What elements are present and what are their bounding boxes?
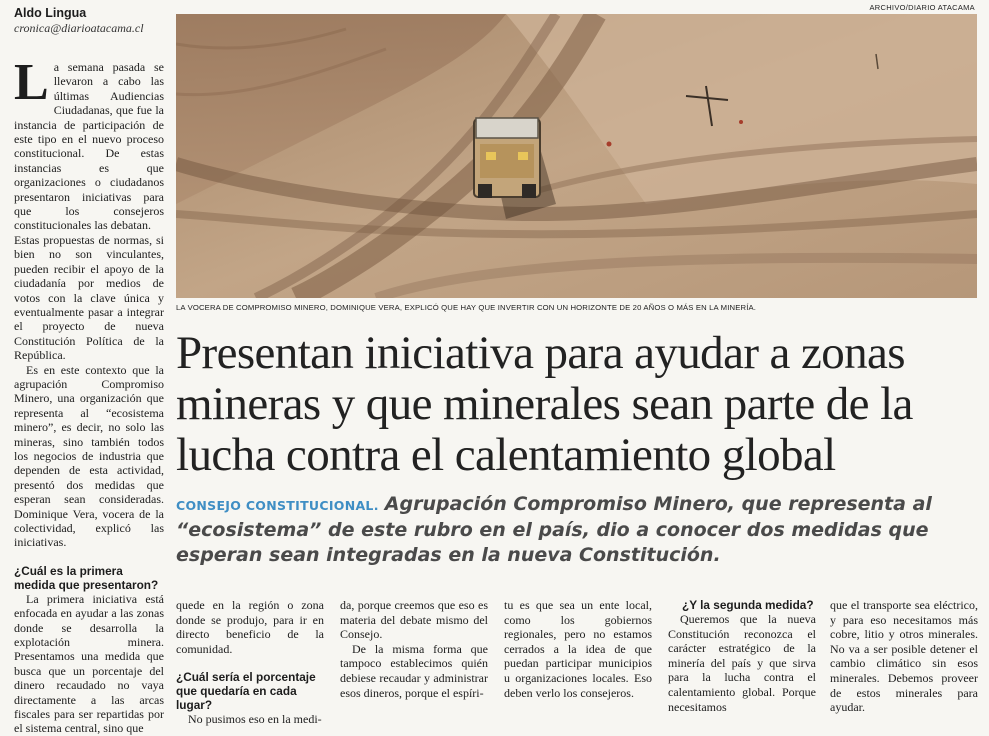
author-email: cronica@diarioatacama.cl	[14, 21, 144, 35]
deck	[176, 492, 976, 568]
photo-caption: LA VOCERA DE COMPROMISO MINERO, DOMINIQUE VERA, EXPLICÓ QUE HAY QUE INVERTIR CON UN HORIZONTE DE 20 AÑOS O MÁS EN LA MINERÍA.	[176, 303, 757, 312]
author-name: Aldo Lingua	[14, 6, 87, 20]
paragraph: Queremos que la nueva Constitución reconozca el carácter estratégico de la minería del país y que sirva para la lucha contra el calentamiento global. Porque necesitamos	[668, 612, 816, 714]
paragraph: que el transporte sea eléctrico, y para eso necesitamos más cobre, litio y otros minerales. No va a ser posible detener el cambio climático sin esos minerales. Debemos proveer de estos minerales para ayudar.	[830, 598, 978, 715]
section-kicker: CONSEJO CONSTITUCIONAL.	[176, 498, 379, 513]
aerial-mine-image	[176, 14, 977, 298]
paragraph: quede en la región o zona donde se produjo, para ir en directo beneficio de la comunidad.	[176, 598, 324, 656]
question-heading: ¿Y la segunda medida?	[682, 598, 814, 612]
intro-paragraph	[14, 54, 164, 233]
deck-text: Agrupación Compromiso Minero, que representa al “ecosistema” de este rubro en el país, dio a conocer dos medidas que esperan sean integradas en la nueva Constitución.	[176, 493, 932, 566]
question-heading: ¿Cuál es la primera medida que presentaron?	[14, 563, 159, 592]
body-column-3	[504, 598, 652, 700]
photo-credit: ARCHIVO/DIARIO ATACAMA	[869, 3, 975, 12]
left-column	[14, 54, 164, 736]
paragraph: Es en este contexto que la agrupación Compromiso Minero, una organización que representa al “ecosistema minero”, es decir, no solo las mineras, sino también todos los negocios de industria que dependen de esta actividad, presentó dos medidas que esperan sean consideradas. Dominique Vera, vocera de la colectividad, explicó las iniciativas.	[14, 362, 164, 550]
paragraph: Estas propuestas de normas, si bien no son vinculantes, pueden recibir el apoyo de la ciudadanía por medios de votos con la clave única y eventualmente pasar a integrar el proyecto de nueva Constitución Política de la República.	[14, 232, 164, 363]
body-column-4	[668, 598, 816, 714]
headline: Presentan iniciativa para ayudar a zonas mineras y que minerales sean parte de la lucha contra el calentamiento global	[176, 327, 913, 481]
paragraph: La primera iniciativa está enfocada en ayudar a las zonas donde se desarrolla la explotación minera. Presentamos una medida que busca que un porcentaje del dinero recaudado no vaya directamente a las arcas fiscales para ser repartidas por el sistema central, sino que	[14, 591, 164, 736]
mining-truck-photo	[176, 14, 977, 298]
body-column-2	[340, 598, 488, 700]
question-heading: ¿Cuál sería el porcentaje que quedaría en cada lugar?	[176, 670, 316, 713]
paragraph: da, porque creemos que eso es materia del debate mismo del Consejo.	[340, 598, 488, 642]
paragraph: No pusimos eso en la medi-	[188, 712, 322, 727]
haul-truck	[474, 118, 540, 198]
intro-text: a semana pasada se llevaron a cabo las últimas Audiencias Ciudadanas, que fue la instancia de participación de este tipo en el nuevo proceso constitucional. De estas instancias es que organizaciones o ciudadanos presentaron iniciativas para que los consejeros constitucionales las debatan.	[14, 60, 164, 233]
drop-cap: L	[14, 54, 49, 111]
paragraph: tu es que sea un ente local, como los gobiernos regionales, pero no estamos cerrados a la idea de que puedan participar municipios u organizaciones locales. Eso deben verlo los consejeros.	[504, 598, 652, 700]
paragraph: De la misma forma que tampoco establecimos quién debiese recaudar y administrar esos dineros, porque el espíri-	[340, 641, 488, 700]
body-column-1	[176, 598, 324, 727]
body-column-5	[830, 598, 978, 715]
